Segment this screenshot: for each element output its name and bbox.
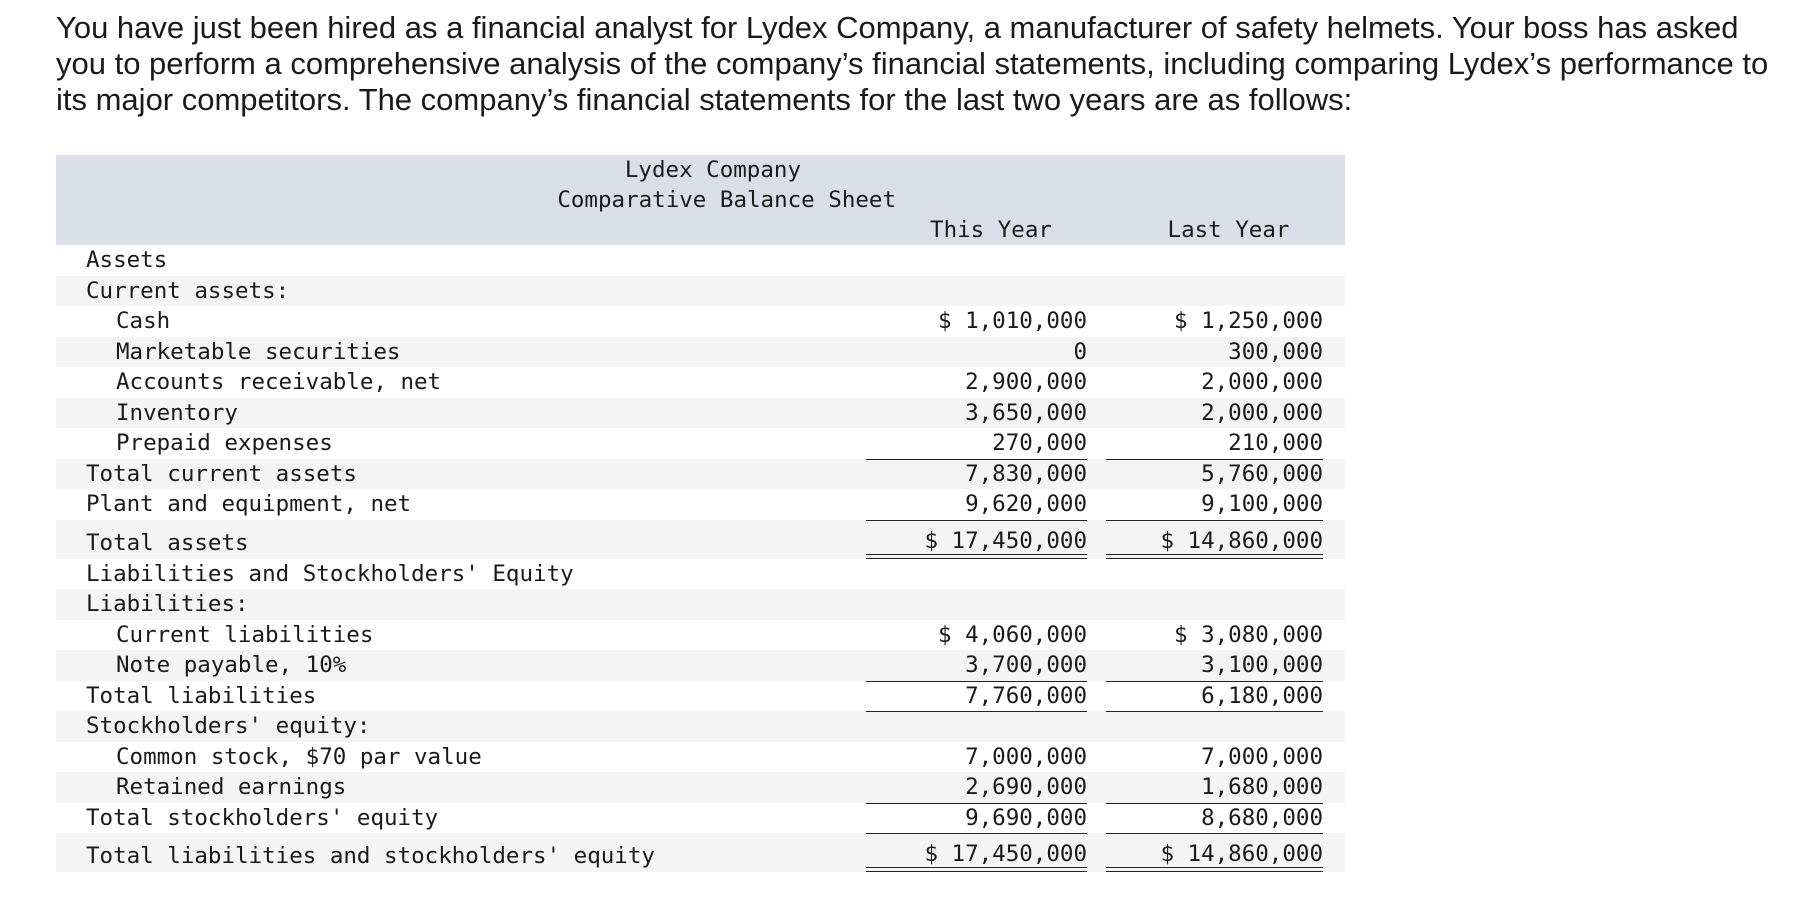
table-row [56, 276, 1345, 307]
row-label: Note payable, 10% [116, 652, 347, 678]
table-row [56, 742, 1345, 773]
col-header-this-year: This Year [930, 217, 1052, 243]
underline [1106, 711, 1323, 712]
value-last-year: $ 1,250,000 [1173, 308, 1323, 334]
value-last-year: 5,760,000 [1201, 460, 1323, 487]
underline [866, 681, 1087, 682]
table-row [56, 589, 1345, 620]
value-this-year: $ 4,060,000 [937, 621, 1087, 648]
table-row [56, 489, 1345, 520]
value-this-year: 9,620,000 [965, 491, 1087, 517]
underline [866, 803, 1087, 804]
table-row [56, 620, 1345, 651]
table-header [56, 155, 1345, 245]
table-row [56, 459, 1345, 490]
balance-sheet-table [56, 155, 1345, 872]
table-row [56, 833, 1345, 872]
value-this-year: 7,760,000 [965, 682, 1087, 709]
table-row [56, 803, 1345, 834]
value-last-year: 3,100,000 [1201, 652, 1323, 678]
underline [1106, 681, 1323, 682]
value-this-year: $ 1,010,000 [937, 308, 1087, 334]
company-name: Lydex Company [624, 157, 801, 183]
row-label: Accounts receivable, net [116, 369, 442, 395]
value-this-year: 7,830,000 [965, 460, 1087, 487]
value-last-year: 300,000 [1228, 338, 1323, 365]
row-label: Total liabilities and stockholders' equity [86, 843, 655, 869]
value-this-year: $ 17,450,000 [924, 841, 1087, 867]
underline [1106, 833, 1323, 834]
table-row [56, 772, 1345, 803]
row-label: Stockholders' equity: [86, 713, 371, 739]
row-label: Cash [116, 308, 171, 334]
row-label: Current liabilities [116, 621, 374, 648]
underline [866, 459, 1087, 460]
value-last-year: $ 14,860,000 [1160, 527, 1323, 554]
table-row [56, 559, 1345, 590]
table-row [56, 650, 1345, 681]
intro-paragraph: You have just been hired as a financial analyst for Lydex Company, a manufacturer of safety helmets. Your boss has asked you to perform a comprehensive analysis of the company’s financial statements, including comparing Lydex’s performance to its major competitors. The company’s financial statements for the last two years are as follows: [56, 10, 1769, 117]
value-last-year: $ 3,080,000 [1173, 621, 1323, 648]
table-row [56, 245, 1345, 276]
value-last-year: 9,100,000 [1201, 491, 1323, 517]
row-label: Current assets: [86, 277, 290, 304]
value-last-year: 2,000,000 [1201, 399, 1323, 426]
underline [866, 711, 1087, 712]
table-row [56, 520, 1345, 559]
double-underline [1106, 867, 1323, 872]
row-label: Total stockholders' equity [86, 804, 439, 831]
value-last-year: 2,000,000 [1201, 369, 1323, 395]
row-label: Total assets [86, 529, 249, 556]
value-last-year: 6,180,000 [1201, 682, 1323, 709]
value-last-year: 1,680,000 [1201, 774, 1323, 800]
underline [1106, 520, 1323, 521]
row-label: Common stock, $70 par value [116, 743, 482, 770]
table-row [56, 428, 1345, 459]
table-row [56, 711, 1345, 742]
underline [1106, 459, 1323, 460]
double-underline [866, 867, 1087, 872]
underline [866, 520, 1087, 521]
row-label: Prepaid expenses [116, 430, 333, 456]
value-this-year: 0 [1073, 338, 1087, 365]
value-this-year: 3,700,000 [965, 652, 1087, 678]
value-this-year: 2,690,000 [965, 774, 1087, 800]
value-last-year: $ 14,860,000 [1160, 841, 1323, 867]
value-this-year: 3,650,000 [965, 399, 1087, 426]
value-this-year: 9,690,000 [965, 804, 1087, 831]
value-last-year: 210,000 [1228, 430, 1323, 456]
table-row [56, 306, 1345, 337]
underline [1106, 803, 1323, 804]
table-row [56, 681, 1345, 712]
value-this-year: 270,000 [992, 430, 1087, 456]
row-label: Total current assets [86, 460, 357, 487]
row-label: Marketable securities [116, 338, 401, 365]
row-label: Liabilities: [86, 591, 249, 617]
row-label: Plant and equipment, net [86, 491, 412, 517]
table-row [56, 367, 1345, 398]
row-label: Assets [86, 247, 168, 273]
table-row [56, 398, 1345, 429]
row-label: Total liabilities [86, 682, 317, 709]
row-label: Retained earnings [116, 774, 347, 800]
underline [866, 833, 1087, 834]
value-last-year: 8,680,000 [1201, 804, 1323, 831]
value-this-year: $ 17,450,000 [924, 527, 1087, 554]
value-this-year: 7,000,000 [965, 743, 1087, 770]
col-header-last-year: Last Year [1167, 217, 1290, 243]
row-label: Liabilities and Stockholders' Equity [86, 560, 574, 587]
row-label: Inventory [116, 399, 238, 426]
statement-title: Comparative Balance Sheet [557, 187, 896, 213]
value-last-year: 7,000,000 [1201, 743, 1323, 770]
table-row [56, 337, 1345, 368]
value-this-year: 2,900,000 [965, 369, 1087, 395]
